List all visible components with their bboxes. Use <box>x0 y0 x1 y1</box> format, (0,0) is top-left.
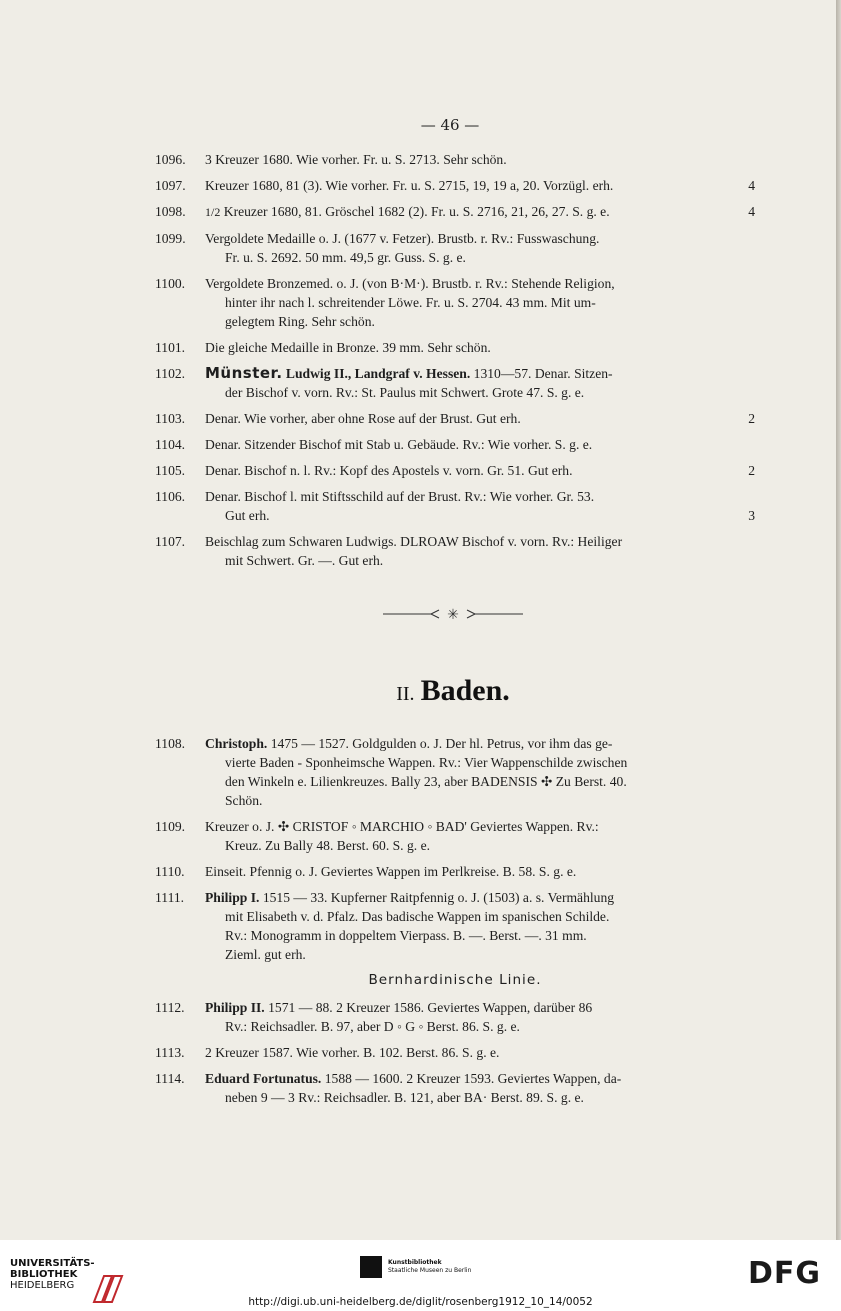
catalog-entry <box>155 338 755 357</box>
entry-number: 1106. <box>155 489 186 504</box>
entry-number: 1112. <box>155 1000 185 1015</box>
entry-number: 1097. <box>155 178 186 193</box>
entry-line: Die gleiche Medaille in Bronze. 39 mm. Sehr schön. <box>205 340 491 355</box>
section-divider-ornament <box>383 604 523 624</box>
ruler-name: Philipp I. <box>205 890 260 905</box>
catalog-entry <box>155 274 755 331</box>
kunstbibliothek-logo[interactable] <box>360 1256 471 1278</box>
section-roman-numeral: II. <box>396 683 415 705</box>
entry-line: Rv.: Reichsadler. B. 97, aber D ◦ G ◦ Berst. 86. S. g. e. <box>225 1019 520 1034</box>
svg-text:✳: ✳ <box>447 607 459 623</box>
entry-line: mit Schwert. Gr. —. Gut erh. <box>225 553 384 568</box>
catalog-entry <box>155 176 755 195</box>
ruler-name: Christoph. <box>205 736 268 751</box>
logo-text: UNIVERSITÄTS- <box>10 1258 95 1269</box>
entry-line: 1475 — 1527. Goldgulden o. J. Der hl. Petrus, vor ihm das ge- <box>270 736 613 751</box>
catalog-entry <box>155 532 755 570</box>
catalog-entry <box>155 888 755 964</box>
catalog-entry <box>155 1043 755 1062</box>
entry-number: 1101. <box>155 340 186 355</box>
footer-bar <box>0 1240 841 1311</box>
logo-text: BIBLIOTHEK <box>10 1269 78 1280</box>
entry-number: 1107. <box>155 534 186 549</box>
entry-number: 1105. <box>155 463 186 478</box>
entry-number: 1114. <box>155 1071 185 1086</box>
ruler-name: Eduard Fortunatus. <box>205 1071 322 1086</box>
logo-text: Kunstbibliothek <box>388 1259 442 1266</box>
entry-number: 1098. <box>155 204 186 219</box>
entry-line: gelegtem Ring. Sehr schön. <box>225 314 375 329</box>
catalog-entry <box>155 461 755 480</box>
entry-line: hinter ihr nach l. schreitender Löwe. Fr. u. S. 2704. 43 mm. Mit um- <box>225 295 596 310</box>
entry-number: 1100. <box>155 276 186 291</box>
entry-line: mit Elisabeth v. d. Pfalz. Das badische Wappen im spanischen Schilde. <box>225 909 610 924</box>
entry-line: Schön. <box>225 793 263 808</box>
entry-line: Denar. Sitzender Bischof mit Stab u. Gebäude. Rv.: Wie vorher. S. g. e. <box>205 437 593 452</box>
entry-number: 1110. <box>155 864 185 879</box>
entry-line: Fr. u. S. 2692. 50 mm. 49,5 gr. Guss. S. g. e. <box>225 250 466 265</box>
dfg-logo[interactable]: DFG <box>748 1256 822 1291</box>
page-url-link[interactable]: http://digi.ub.uni-heidelberg.de/diglit/rosenberg1912_10_14/0052 <box>248 1296 593 1308</box>
place-name: Münster. <box>205 364 283 382</box>
entry-line: Kreuzer o. J. ✣ CRISTOF ◦ MARCHIO ◦ BAD' Geviertes Wappen. Rv.: <box>205 819 599 834</box>
entry-line: Denar. Bischof l. mit Stiftsschild auf der Brust. Rv.: Wie vorher. Gr. 53. <box>205 489 595 504</box>
entry-line: Vergoldete Bronzemed. o. J. (von B·M·). Brustb. r. Rv.: Stehende Religion, <box>205 276 615 291</box>
entry-line: 1515 — 33. Kupferner Raitpfennig o. J. (1503) a. s. Vermählung <box>262 890 615 905</box>
entry-line: den Winkeln e. Lilienkreuzes. Bally 23, aber BADENSIS ✣ Zu Berst. 40. <box>225 774 627 789</box>
entry-number: 1111. <box>155 890 185 905</box>
entry-line: 1571 — 88. 2 Kreuzer 1586. Geviertes Wappen, darüber 86 <box>268 1000 593 1015</box>
entry-line: Denar. Wie vorher, aber ohne Rose auf der Brust. Gut erh. <box>205 411 521 426</box>
entry-grade: 3 <box>748 508 755 523</box>
entry-line: 1588 — 1600. 2 Kreuzer 1593. Geviertes Wappen, da- <box>324 1071 622 1086</box>
logo-text: HEIDELBERG <box>10 1280 75 1291</box>
entry-grade: 2 <box>748 463 755 478</box>
entry-number: 1113. <box>155 1045 185 1060</box>
entry-line: 1310—57. Denar. Sitzen- <box>473 366 613 381</box>
entry-line: Kreuzer 1680, 81 (3). Wie vorher. Fr. u. S. 2715, 19, 19 a, 20. Vorzügl. erh. <box>205 178 614 193</box>
entry-grade: 2 <box>748 411 755 426</box>
catalog-entry <box>155 202 755 222</box>
catalog-entry <box>155 862 755 881</box>
entry-number: 1096. <box>155 152 186 167</box>
logo-text: Staatliche Museen zu Berlin <box>388 1267 472 1274</box>
entry-line: Kreuzer 1680, 81. Gröschel 1682 (2). Fr. u. S. 2716, 21, 26, 27. S. g. e. <box>223 204 610 219</box>
catalog-entry <box>155 817 755 855</box>
section-title: Baden. <box>420 674 510 707</box>
catalog-entry <box>155 150 755 169</box>
page-edge-shadow <box>836 0 841 1240</box>
catalog-entry <box>155 487 755 525</box>
entry-line: vierte Baden - Sponheimsche Wappen. Rv.: Vier Wappenschilde zwischen <box>225 755 628 770</box>
entries-list-baden <box>155 734 755 1114</box>
fraction: 1/2 <box>205 205 221 219</box>
entry-grade: 4 <box>748 204 755 219</box>
ub-heidelberg-logo[interactable] <box>10 1258 130 1291</box>
entry-line: Kreuz. Zu Bally 48. Berst. 60. S. g. e. <box>225 838 431 853</box>
catalog-entry <box>155 1069 755 1107</box>
entry-line: der Bischof v. vorn. Rv.: St. Paulus mit Schwert. Grote 47. S. g. e. <box>225 385 585 400</box>
catalog-entry <box>155 229 755 267</box>
entry-number: 1099. <box>155 231 186 246</box>
catalog-entry <box>155 998 755 1036</box>
page-number: — 46 — <box>420 116 480 134</box>
entry-line: Beischlag zum Schwaren Ludwigs. DLROAW Bischof v. vorn. Rv.: Heiliger <box>205 534 623 549</box>
catalog-entry <box>155 734 755 810</box>
entries-list <box>155 150 755 577</box>
entry-line: Gut erh. <box>225 508 270 523</box>
entry-line: Einseit. Pfennig o. J. Geviertes Wappen im Perlkreise. B. 58. S. g. e. <box>205 864 577 879</box>
section-heading <box>0 674 841 708</box>
entry-line: Vergoldete Medaille o. J. (1677 v. Fetzer). Brustb. r. Rv.: Fusswaschung. <box>205 231 600 246</box>
entry-line: Zieml. gut erh. <box>225 947 306 962</box>
entry-number: 1108. <box>155 736 186 751</box>
catalog-entry <box>155 435 755 454</box>
ruler-name: Philipp II. <box>205 1000 265 1015</box>
entry-number: 1103. <box>155 411 186 426</box>
entry-line: Rv.: Monogramm in doppeltem Vierpass. B. —. Berst. —. 31 mm. <box>225 928 587 943</box>
catalog-entry <box>155 364 755 402</box>
entry-number: 1104. <box>155 437 186 452</box>
ruler-name: Ludwig II., Landgraf v. Hessen. <box>285 366 471 381</box>
catalog-entry <box>155 409 755 428</box>
entry-grade: 4 <box>748 178 755 193</box>
entry-line: 2 Kreuzer 1587. Wie vorher. B. 102. Berst. 86. S. g. e. <box>205 1045 500 1060</box>
entry-line: neben 9 — 3 Rv.: Reichsadler. B. 121, aber BA· Berst. 89. S. g. e. <box>225 1090 584 1105</box>
entry-number: 1109. <box>155 819 186 834</box>
kunstbibliothek-icon <box>360 1256 382 1278</box>
entry-line: 3 Kreuzer 1680. Wie vorher. Fr. u. S. 2713. Sehr schön. <box>205 152 507 167</box>
entry-number: 1102. <box>155 366 186 381</box>
entry-line: Denar. Bischof n. l. Rv.: Kopf des Apostels v. vorn. Gr. 51. Gut erh. <box>205 463 573 478</box>
subsection-heading: Bernhardinische Linie. <box>368 972 542 988</box>
